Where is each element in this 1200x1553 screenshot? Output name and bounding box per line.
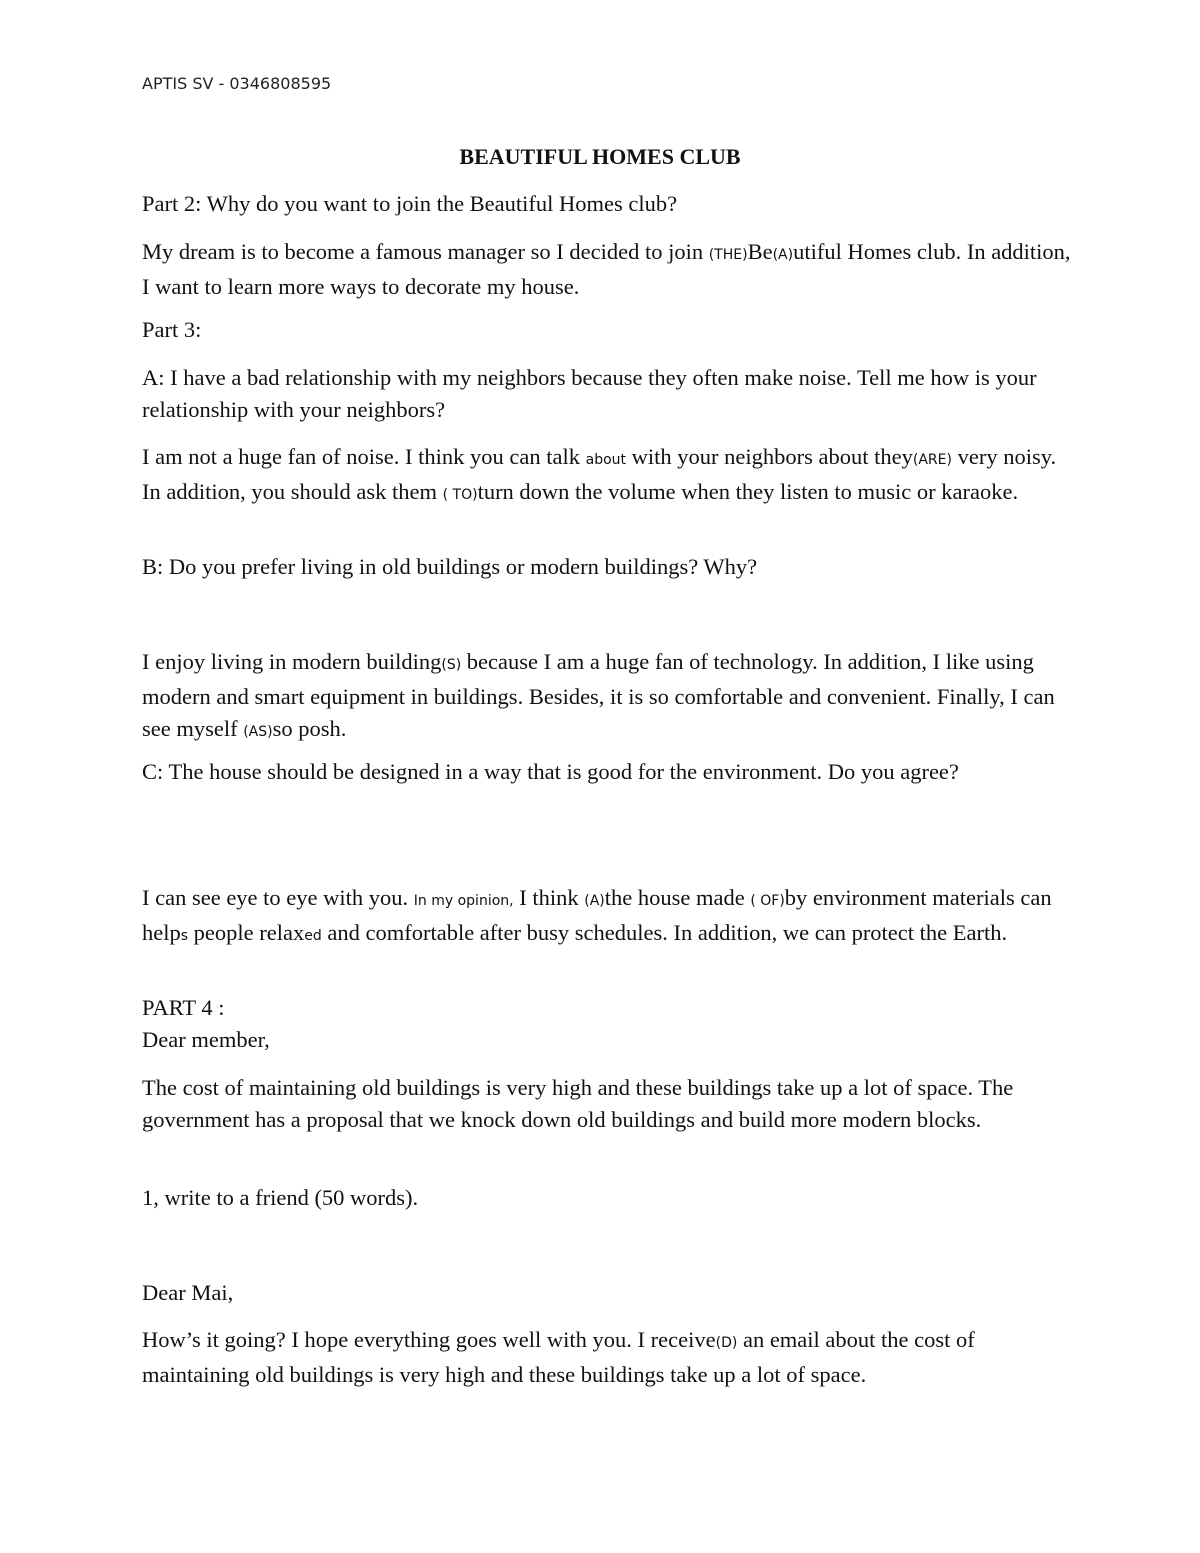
answer-text: I think	[513, 885, 585, 910]
letter-greeting: Dear Mai,	[142, 1280, 234, 1305]
inserted-correction: (A)	[584, 893, 605, 909]
inserted-correction: s	[180, 928, 189, 944]
inserted-correction: In my opinion,	[413, 893, 514, 909]
part4-task1: 1, write to a friend (50 words).	[142, 1185, 419, 1210]
answer-text: the house made	[604, 885, 751, 910]
part2-question: Part 2: Why do you want to join the Beautiful Homes club?	[142, 191, 678, 216]
answer-text: by environment materials can help	[142, 885, 1052, 945]
inserted-correction: ed	[304, 928, 322, 944]
part3-answer-b	[142, 646, 1072, 748]
inserted-correction: (A)	[772, 247, 794, 263]
answer-text: I am not a huge fan of noise. I think you can talk	[142, 444, 586, 469]
part3-question-b: B: Do you prefer living in old buildings or modern buildings? Why?	[142, 554, 758, 579]
answer-text: an email about the cost of maintaining old buildings is very high and these buildings take up a lot of space.	[142, 1327, 975, 1387]
letter-body	[142, 1324, 1072, 1391]
answer-text: Be	[747, 239, 773, 264]
answer-text: so posh.	[272, 716, 347, 741]
document-title: BEAUTIFUL HOMES CLUB	[459, 144, 741, 169]
part2-answer	[142, 236, 1072, 303]
inserted-correction: (ARE)	[912, 452, 952, 468]
answer-text: utiful Homes club. In addition, I want to learn more ways to decorate my house.	[142, 239, 1071, 299]
inserted-correction: about	[585, 452, 627, 468]
part3-answer-a	[142, 441, 1072, 511]
inserted-correction: ( OF)	[750, 893, 785, 909]
answer-text: I enjoy living in modern building	[142, 649, 442, 674]
inserted-correction: (THE)	[708, 247, 748, 263]
part4-body: The cost of maintaining old buildings is very high and these buildings take up a lot of space. The government has a proposal that we knock down old buildings and build more modern blocks.	[142, 1075, 1014, 1132]
answer-text: My dream is to become a famous manager so I decided to join	[142, 239, 709, 264]
inserted-correction: (AS)	[243, 724, 273, 740]
part4-greeting: Dear member,	[142, 1027, 270, 1052]
answer-text: turn down the volume when they listen to music or karaoke.	[477, 479, 1019, 504]
answer-text: How’s it going? I hope everything goes well with you. I receive	[142, 1327, 716, 1352]
inserted-correction: (D)	[715, 1335, 738, 1351]
part3-question-c: C: The house should be designed in a way that is good for the environment. Do you agree?	[142, 759, 959, 784]
part4-label: PART 4 :	[142, 995, 225, 1020]
answer-text: very noisy. In addition, you should ask them	[142, 444, 1057, 504]
answer-text: people relax	[188, 920, 305, 945]
part3-label: Part 3:	[142, 317, 202, 342]
answer-text: and comfortable after busy schedules. In addition, we can protect the Earth.	[321, 920, 1008, 945]
answer-text: because I am a huge fan of technology. In addition, I like using modern and smart equipment in buildings. Besides, it is so comfortable and convenient. Finally, I can see myself	[142, 649, 1055, 741]
answer-text: I can see eye to eye with you.	[142, 885, 414, 910]
page-header: APTIS SV - 0346808595	[142, 74, 332, 93]
part3-question-a: A: I have a bad relationship with my neighbors because they often make noise. Tell me how is your relationship with your neighbors?	[142, 365, 1037, 422]
inserted-correction: (S)	[441, 657, 462, 673]
answer-text: with your neighbors about they	[626, 444, 913, 469]
inserted-correction: ( TO)	[442, 487, 478, 503]
part3-answer-c	[142, 882, 1072, 952]
